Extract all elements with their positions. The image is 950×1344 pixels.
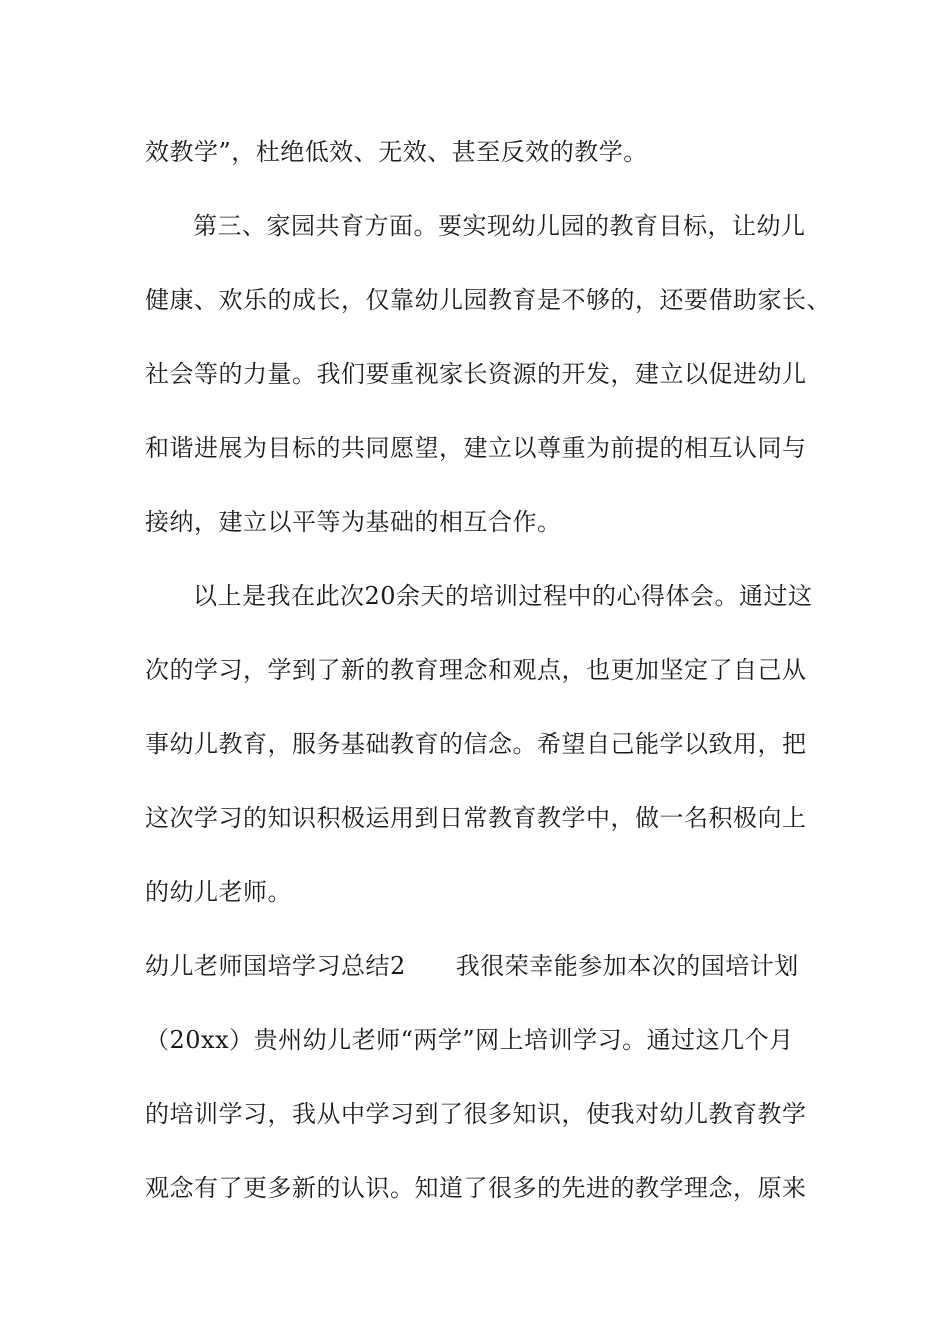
text-line: 接纳，建立以平等为基础的相互合作。 [145, 508, 562, 536]
text-line: 观念有了更多新的认识。知道了很多的先进的教学理念，原来 [145, 1174, 807, 1202]
paragraph-first-line: 第三、家园共育方面。要实现幼儿园的教育目标，让幼儿 [193, 212, 806, 240]
text-line: 效教学”，杜绝低效、无效、甚至反效的教学。 [145, 138, 648, 166]
text-line: 次的学习，学到了新的教育理念和观点，也更加坚定了自己从 [145, 656, 807, 684]
section-heading-line [145, 949, 799, 983]
text-line: 和谐进展为目标的共同愿望，建立以尊重为前提的相互认同与 [145, 434, 807, 462]
text-line: 事幼儿教育，服务基础教育的信念。希望自己能学以致用，把 [145, 730, 807, 758]
paragraph-first-line: 以上是我在此次20余天的培训过程中的心得体会。通过这 [193, 582, 813, 610]
text-line: 的培训学习，我从中学习到了很多知识，使我对幼儿教育教学 [145, 1100, 807, 1128]
section-title: 幼儿老师国培学习总结2 [145, 952, 406, 980]
text-line: 这次学习的知识积极运用到日常教育教学中，做一名积极向上 [145, 804, 807, 832]
section-first-text: 我很荣幸能参加本次的国培计划 [455, 952, 799, 980]
text-line: 社会等的力量。我们要重视家长资源的开发，建立以促进幼儿 [145, 360, 807, 388]
text-line: 健康、欢乐的成长，仅靠幼儿园教育是不够的，还要借助家长、 [145, 286, 831, 314]
text-line: （20xx）贵州幼儿老师“两学”网上培训学习。通过这几个月 [145, 1026, 794, 1054]
text-line: 的幼儿老师。 [145, 878, 292, 906]
